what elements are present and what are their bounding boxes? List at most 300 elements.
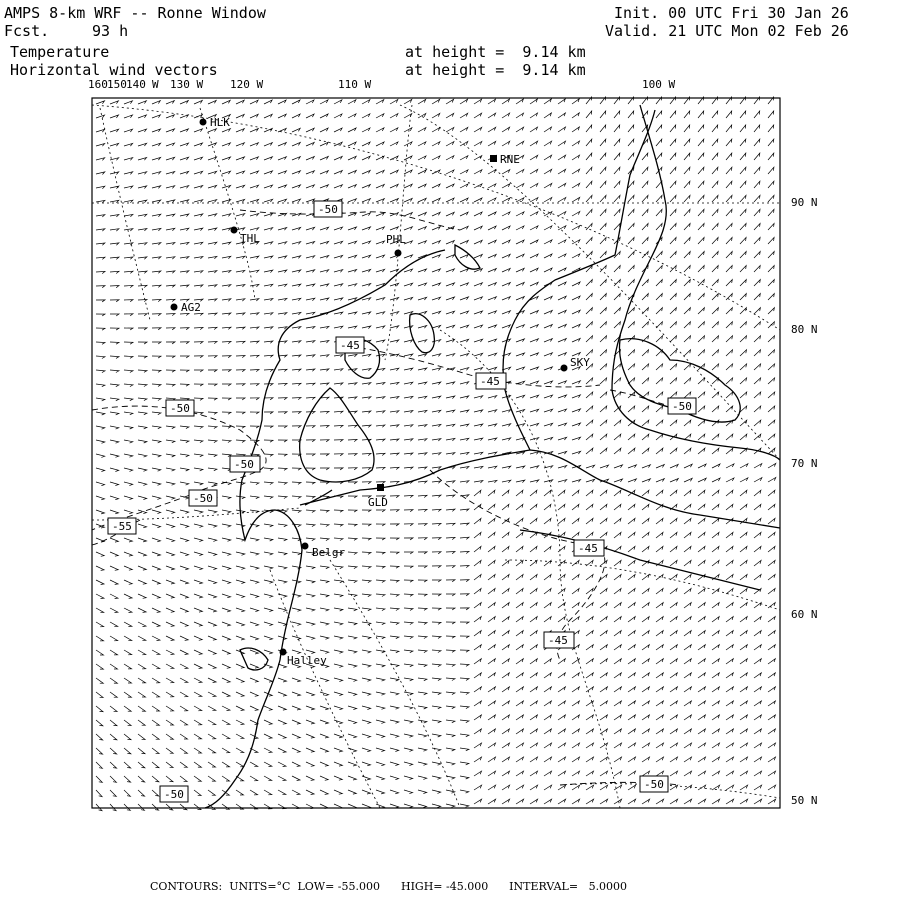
wind-vector	[586, 799, 594, 804]
wind-vector	[110, 482, 119, 486]
wind-vector	[390, 538, 399, 540]
wind-vector	[740, 631, 747, 636]
wind-vector	[404, 734, 413, 737]
wind-vector	[670, 280, 676, 286]
wind-vector	[754, 478, 762, 482]
wind-vector	[600, 195, 606, 202]
wind-vector	[348, 636, 357, 639]
wind-vector	[320, 426, 329, 428]
wind-vector	[208, 622, 216, 626]
wind-vector	[152, 314, 161, 316]
wind-vector	[166, 271, 175, 273]
wind-vector	[152, 426, 161, 429]
wind-vector	[96, 257, 105, 259]
wind-vector	[558, 296, 566, 300]
wind-vector	[166, 454, 175, 457]
wind-vector	[586, 631, 593, 636]
wind-vector	[586, 715, 593, 720]
wind-vector	[446, 156, 454, 160]
contour-labels	[108, 201, 696, 802]
wind-vector	[362, 566, 371, 568]
wind-vector	[572, 673, 579, 678]
wind-vector	[124, 776, 131, 782]
wind-vector	[586, 223, 592, 230]
wind-vector	[306, 790, 314, 795]
wind-vector	[390, 100, 398, 105]
wind-vector	[502, 212, 510, 216]
wind-vector	[278, 327, 287, 329]
wind-vector	[306, 128, 314, 132]
wind-vector	[474, 771, 482, 776]
wind-vector	[390, 199, 398, 203]
wind-vector	[348, 199, 356, 202]
wind-vector	[376, 790, 385, 794]
wind-vector	[292, 622, 301, 625]
wind-vector	[768, 560, 775, 566]
wind-vector	[530, 325, 538, 328]
wind-vector	[96, 762, 102, 768]
wind-vector	[166, 762, 173, 768]
wind-vector	[418, 453, 427, 455]
wind-vector	[698, 111, 704, 118]
wind-vector	[306, 706, 315, 710]
wind-vector	[320, 326, 329, 328]
wind-vector	[740, 223, 746, 230]
wind-vector	[152, 115, 160, 118]
wind-vector	[460, 198, 468, 202]
wind-vector	[222, 706, 230, 711]
wind-vector	[712, 673, 719, 678]
wind-vector	[320, 341, 329, 344]
wind-vector	[460, 537, 469, 539]
wind-vector	[446, 748, 455, 751]
wind-vector	[600, 237, 606, 244]
wind-vector	[376, 608, 385, 611]
wind-vector	[474, 438, 483, 441]
wind-vector	[726, 392, 733, 398]
wind-vector	[600, 589, 607, 595]
wind-vector	[250, 284, 259, 287]
wind-vector	[600, 308, 606, 314]
wind-vector	[250, 384, 259, 386]
wind-vector	[712, 364, 719, 370]
wind-vector	[96, 172, 105, 175]
wind-vector	[600, 687, 607, 692]
wind-vector	[320, 298, 329, 301]
wind-vector	[544, 480, 553, 483]
wind-vector	[544, 141, 552, 146]
wind-vector	[544, 504, 551, 510]
wind-vector	[264, 762, 272, 767]
wind-vector	[334, 566, 343, 569]
wind-vector	[600, 336, 607, 342]
wind-vector	[446, 99, 454, 104]
wind-vector	[166, 468, 175, 471]
wind-vector	[670, 209, 676, 216]
wind-vector	[614, 139, 620, 146]
wind-vector	[600, 223, 606, 230]
wind-vector	[530, 395, 539, 398]
wind-vector	[180, 678, 188, 683]
wind-vector	[404, 678, 413, 681]
wind-vector	[110, 608, 118, 613]
wind-vector	[670, 364, 677, 370]
wind-vector	[684, 560, 691, 566]
wind-vector	[488, 575, 495, 581]
wind-vector	[166, 524, 175, 528]
wind-vector	[600, 111, 606, 118]
wind-vector	[488, 353, 497, 356]
wind-vector	[390, 622, 399, 625]
wind-vector	[740, 125, 746, 132]
wind-vector	[726, 546, 733, 552]
wind-vector	[446, 790, 455, 793]
wind-vector	[600, 153, 606, 160]
wind-vector	[544, 715, 551, 720]
wind-vector	[502, 617, 509, 622]
lon-label-140: 140	[126, 78, 146, 91]
wind-vector	[194, 440, 203, 443]
wind-vector	[264, 199, 273, 202]
wind-vector	[754, 490, 761, 496]
wind-vector	[488, 701, 495, 706]
wind-vector	[740, 771, 748, 776]
wind-vector	[768, 589, 775, 595]
wind-vector	[110, 510, 119, 514]
wind-vector	[446, 311, 455, 314]
valid-time: Valid. 21 UTC Mon 02 Feb 26	[605, 22, 849, 40]
wind-vector	[502, 99, 510, 104]
wind-vector	[278, 228, 287, 231]
wind-vector	[432, 538, 441, 540]
wind-vector	[698, 729, 705, 734]
wind-vector	[124, 398, 133, 401]
wind-vector	[460, 226, 468, 230]
wind-vector	[306, 114, 314, 118]
wind-vector	[180, 214, 189, 217]
wind-vector	[572, 715, 579, 720]
wind-vector	[530, 226, 538, 230]
wind-vector	[334, 664, 343, 667]
wind-vector	[376, 100, 384, 104]
wind-vector	[250, 426, 259, 428]
wind-vector	[166, 257, 175, 259]
wind-vector	[530, 254, 538, 258]
wind-vector	[334, 355, 343, 357]
wind-vector	[110, 790, 116, 796]
wind-vector	[474, 113, 482, 118]
wind-vector-field	[96, 97, 776, 811]
wind-vector	[292, 369, 301, 371]
wind-vector	[656, 280, 662, 286]
wind-vector	[600, 448, 607, 454]
wind-vector	[446, 664, 455, 666]
wind-vector	[250, 692, 258, 696]
wind-vector	[250, 256, 259, 259]
wind-vector	[558, 715, 565, 720]
wind-vector	[600, 406, 607, 412]
wind-vector	[152, 440, 161, 443]
wind-vector	[642, 364, 649, 370]
wind-vector	[432, 481, 441, 483]
wind-vector	[306, 312, 315, 315]
wind-vector	[334, 678, 343, 682]
wind-vector	[502, 757, 510, 762]
wind-vector	[558, 687, 565, 692]
wind-vector	[376, 524, 385, 526]
wind-vector	[334, 284, 343, 287]
wind-vector	[670, 575, 677, 581]
wind-vector	[460, 566, 469, 568]
station-ag2	[171, 301, 201, 314]
wind-vector	[754, 350, 761, 356]
station-hlk	[200, 116, 231, 129]
wind-vector	[460, 184, 468, 188]
wind-vector	[712, 195, 718, 202]
wind-vector	[712, 237, 718, 244]
wind-vector	[698, 378, 705, 384]
wind-vector	[530, 631, 537, 636]
wind-vector	[656, 532, 663, 538]
wind-vector	[124, 650, 132, 655]
wind-vector	[264, 748, 272, 753]
wind-vector	[418, 594, 427, 596]
wind-vector	[544, 254, 552, 258]
wind-vector	[264, 100, 272, 104]
wind-vector	[628, 687, 635, 692]
wind-vector	[740, 294, 746, 300]
wind-vector	[138, 496, 147, 500]
wind-vector	[600, 799, 608, 804]
wind-vector	[698, 448, 705, 454]
wind-vector	[194, 678, 202, 683]
wind-vector	[152, 678, 160, 683]
wind-vector	[600, 280, 606, 286]
wind-vector	[152, 622, 160, 627]
wind-vector	[446, 283, 455, 286]
wind-vector	[684, 392, 691, 398]
wind-vector	[768, 645, 775, 650]
wind-vector	[558, 466, 567, 469]
wind-vector	[628, 631, 635, 636]
wind-vector	[404, 255, 413, 258]
wind-vector	[586, 392, 593, 398]
wind-vector	[572, 381, 580, 384]
wind-vector	[670, 479, 678, 483]
wind-vector	[320, 678, 329, 682]
wind-vector	[278, 482, 287, 484]
wind-vector	[264, 185, 273, 188]
svg-text:-45: -45	[480, 375, 500, 388]
wind-vector	[124, 412, 133, 415]
wind-vector	[362, 255, 371, 258]
wind-vector	[376, 269, 385, 272]
wind-vector	[278, 284, 287, 287]
wind-vector	[460, 664, 469, 666]
wind-vector	[712, 518, 719, 524]
wind-vector	[96, 524, 104, 528]
wind-vector	[306, 524, 315, 527]
wind-vector	[488, 743, 496, 748]
wind-vector	[362, 241, 371, 244]
wind-vector	[474, 212, 482, 216]
lat-label-80n: 80 N	[791, 323, 818, 336]
wind-vector	[726, 364, 733, 370]
wind-vector	[222, 143, 230, 146]
wind-vector	[208, 552, 217, 556]
station-label-gld: GLD	[368, 496, 388, 509]
wind-vector	[502, 311, 510, 314]
wind-vector	[670, 631, 677, 636]
contour-label-box	[189, 490, 217, 506]
wind-vector	[264, 538, 273, 541]
wind-vector	[628, 209, 634, 216]
wind-vector	[418, 99, 426, 104]
wind-vector	[124, 720, 131, 726]
wind-vector	[390, 748, 399, 752]
wind-vector	[404, 664, 413, 667]
wind-vector	[418, 128, 426, 132]
wind-vector	[278, 566, 287, 569]
wind-vector	[446, 269, 454, 272]
wind-vector	[544, 617, 551, 622]
wind-vector	[712, 280, 718, 286]
wind-vector	[726, 799, 734, 804]
wind-vector	[404, 128, 412, 132]
wind-vector	[306, 496, 315, 498]
wind-vector	[474, 481, 483, 484]
wind-vector	[488, 283, 496, 286]
wind-vector	[152, 580, 160, 584]
wind-vector	[278, 199, 287, 202]
wind-vector	[726, 631, 733, 636]
wind-vector	[642, 659, 649, 664]
wind-vector	[656, 757, 664, 762]
wind-vector	[600, 785, 608, 790]
wind-vector	[698, 266, 704, 273]
wind-vector	[530, 575, 537, 581]
wind-vector	[96, 426, 105, 429]
wind-vector	[698, 322, 704, 328]
wind-vector	[502, 701, 509, 706]
wind-vector	[516, 715, 523, 720]
wind-vector	[96, 271, 105, 273]
wind-vector	[320, 369, 329, 371]
wind-vector	[502, 799, 510, 804]
coastline-peninsula-west	[503, 110, 655, 450]
longitude-line-120w-south	[270, 570, 380, 808]
wind-vector	[628, 252, 634, 259]
wind-vector	[474, 99, 482, 104]
wind-vector	[488, 113, 496, 118]
wind-vector	[516, 466, 525, 469]
wind-vector	[768, 504, 775, 510]
wind-vector	[768, 785, 776, 790]
wind-vector	[278, 171, 286, 174]
wind-vector	[586, 294, 592, 300]
wind-vector	[544, 395, 553, 398]
contour-label-box	[166, 400, 194, 416]
wind-vector	[544, 99, 551, 104]
wind-vector	[446, 566, 455, 568]
wind-vector	[432, 453, 441, 455]
wind-vector	[320, 748, 328, 752]
wind-vector	[600, 294, 606, 300]
wind-vector	[264, 299, 273, 301]
wind-vector	[544, 155, 552, 160]
wind-vector	[572, 504, 579, 510]
wind-vector	[656, 645, 663, 650]
wind-vector	[166, 636, 174, 641]
wind-vector	[656, 252, 662, 259]
wind-vector	[334, 369, 343, 371]
wind-vector	[656, 378, 663, 384]
wind-vector	[446, 142, 454, 146]
wind-vector	[544, 113, 551, 118]
wind-vector	[432, 622, 441, 624]
wind-vector	[222, 157, 231, 160]
wind-vector	[418, 734, 427, 737]
wind-vector	[180, 101, 188, 105]
wind-vector	[740, 799, 748, 804]
wind-vector	[754, 322, 760, 328]
wind-vector	[684, 420, 691, 426]
wind-vector	[670, 266, 676, 273]
wind-vector	[460, 240, 468, 244]
wind-vector	[684, 294, 690, 300]
wind-vector	[194, 524, 203, 527]
wind-vector	[292, 256, 301, 259]
wind-vector	[110, 580, 118, 584]
wind-vector	[698, 546, 705, 552]
wind-vector	[502, 631, 509, 636]
wind-vector	[180, 622, 188, 626]
coastline-ronne-front	[300, 450, 780, 528]
wind-vector	[768, 195, 774, 202]
wind-vector	[110, 496, 119, 500]
wind-vector	[530, 184, 538, 189]
wind-vector	[488, 799, 496, 804]
wind-vector	[684, 743, 692, 748]
wind-vector	[628, 617, 635, 622]
wind-vector	[292, 398, 301, 400]
wind-vector	[530, 99, 537, 104]
wind-vector	[768, 743, 776, 748]
wind-vector	[586, 209, 592, 216]
wind-vector	[348, 270, 357, 273]
wind-vector	[698, 659, 705, 664]
wind-vector	[586, 237, 592, 244]
wind-vector	[544, 743, 552, 748]
wind-vector	[348, 706, 357, 710]
wind-vector	[656, 743, 664, 748]
wind-vector	[110, 692, 117, 697]
wind-vector	[530, 452, 539, 455]
wind-vector	[250, 678, 258, 682]
wind-vector	[558, 99, 565, 104]
wind-vector	[600, 167, 606, 174]
field-name-wind: Horizontal wind vectors	[10, 61, 218, 79]
wind-vector	[208, 440, 217, 443]
wind-vector	[138, 129, 147, 132]
wind-vector	[334, 524, 343, 526]
wind-vector	[110, 650, 118, 655]
wind-vector	[586, 490, 593, 496]
wind-vector	[390, 453, 399, 455]
wind-vector	[516, 353, 525, 356]
wind-vector	[768, 490, 775, 496]
wind-vector	[544, 127, 552, 132]
